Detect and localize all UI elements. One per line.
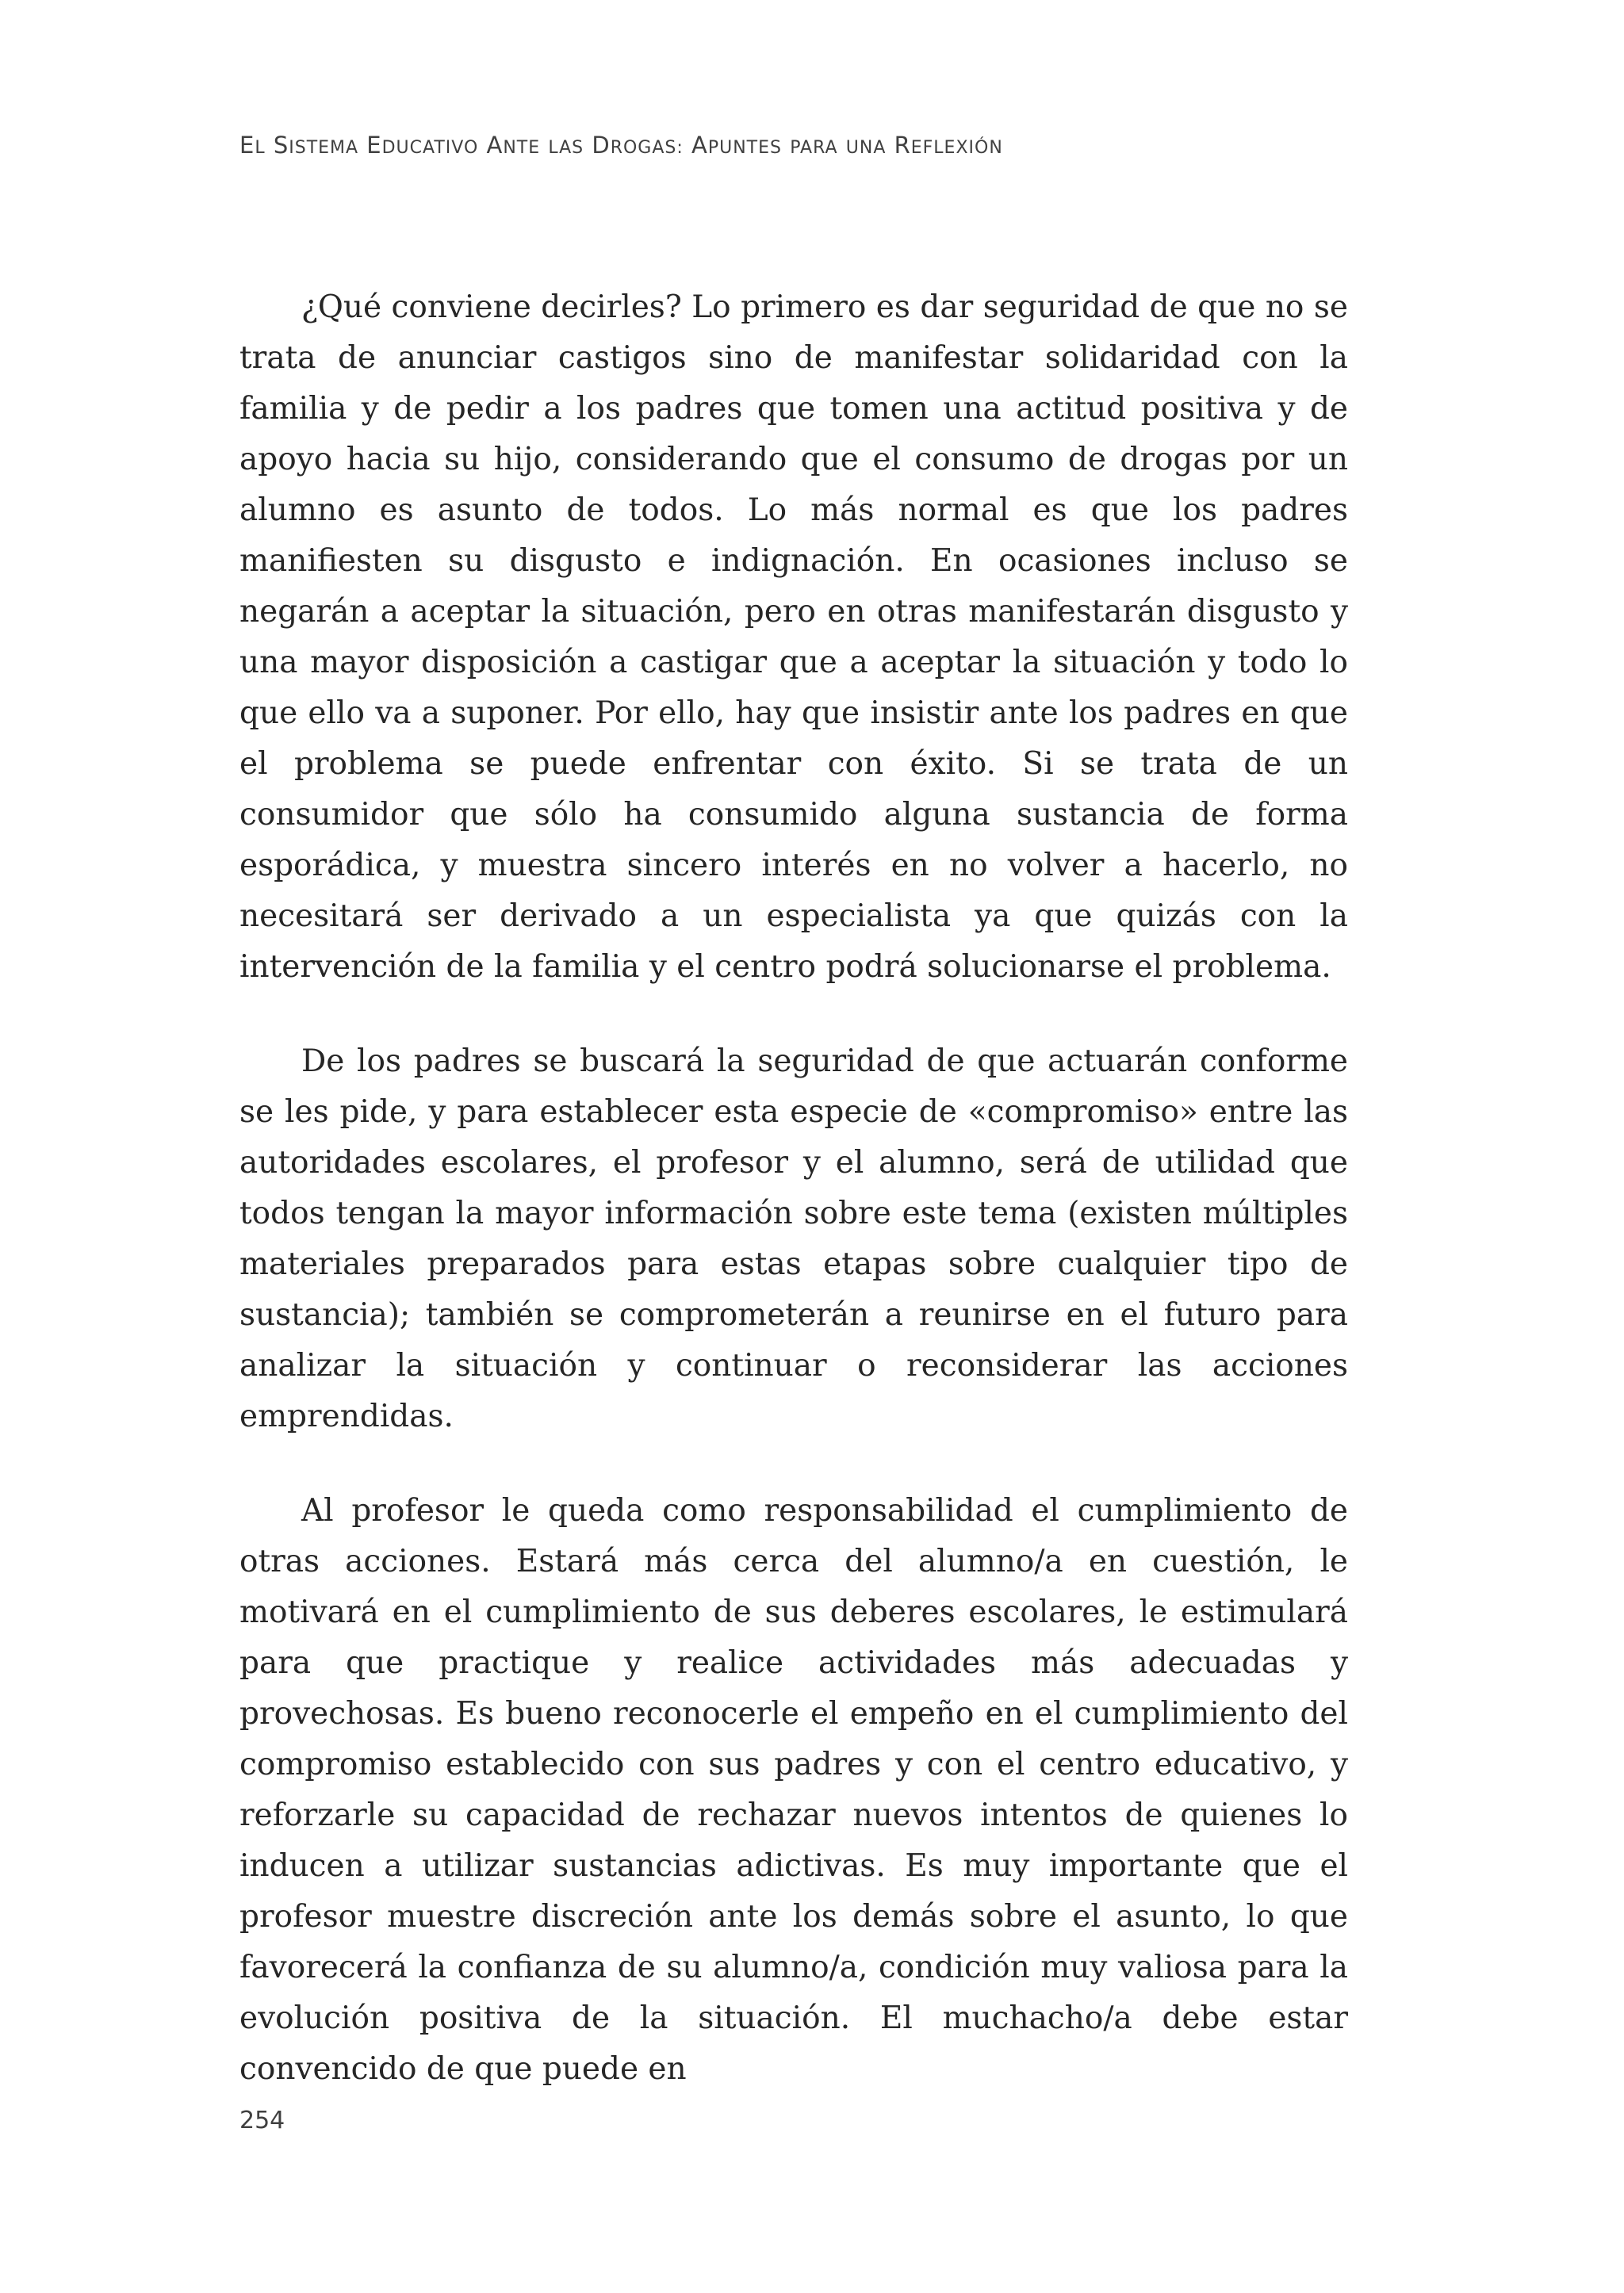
header-word: DROGAS: bbox=[592, 132, 684, 159]
paragraph: De los padres se buscará la seguridad de que actuarán conforme se les pide, y para establecer esta especie de «compromiso» entre las autoridades escolares, el profesor y el alumno, será de utilidad que todos tengan la mayor información sobre este tema (existen múltiples materiales preparados para estas etapas sobre cualquier tipo de sustancia); también se comprometerán a reunirse en el futuro para analizar la situación y continuar o reconsiderar las acciones emprendidas. bbox=[239, 1043, 1348, 1434]
header-word: ANTE bbox=[486, 132, 541, 159]
header-word: LAS bbox=[548, 138, 584, 158]
page-number: 254 bbox=[239, 2107, 285, 2134]
header-word: UNA bbox=[845, 138, 887, 158]
header-word: EL bbox=[239, 132, 266, 159]
header-word: PARA bbox=[790, 138, 838, 158]
header-word: EDUCATIVO bbox=[366, 132, 479, 159]
body-text bbox=[239, 282, 1348, 2095]
paragraph: Al profesor le queda como responsabilidad el cumplimiento de otras acciones. Estará más cerca del alumno/a en cuestión, le motivará en el cumplimiento de sus deberes escolares, le estimulará para que practique y realice actividades más adecuadas y provechosas. Es bueno reconocerle el empeño en el cumplimiento del compromiso establecido con sus padres y con el centro educativo, y reforzarle su capacidad de rechazar nuevos intentos de quienes lo inducen a utilizar sustancias adictivas. Es muy importante que el profesor muestre discreción ante los demás sobre el asunto, lo que favorecerá la confianza de su alumno/a, condición muy valiosa para la evolución positiva de la situación. El muchacho/a debe estar convencido de que puede en bbox=[239, 1493, 1348, 2087]
header-word: APUNTES bbox=[691, 132, 782, 159]
header-word: REFLEXIÓN bbox=[894, 132, 1003, 159]
running-header bbox=[239, 132, 1003, 159]
paragraph: ¿Qué conviene decirles? Lo primero es dar seguridad de que no se trata de anunciar castigos sino de manifestar solidaridad con la familia y de pedir a los padres que tomen una actitud positiva y de apoyo hacia su hijo, considerando que el consumo de drogas por un alumno es asunto de todos. Lo más normal es que los padres manifiesten su disgusto e indignación. En ocasiones incluso se negarán a aceptar la situación, pero en otras manifestarán disgusto y una mayor disposición a castigar que a aceptar la situación y todo lo que ello va a suponer. Por ello, hay que insistir ante los padres en que el problema se puede enfrentar con éxito. Si se trata de un consumidor que sólo ha consumido alguna sustancia de forma esporádica, y muestra sincero interés en no volver a hacerlo, no necesitará ser derivado a un especialista ya que quizás con la intervención de la familia y el centro podrá solucionarse el problema. bbox=[239, 289, 1348, 985]
header-word: SISTEMA bbox=[273, 132, 359, 159]
